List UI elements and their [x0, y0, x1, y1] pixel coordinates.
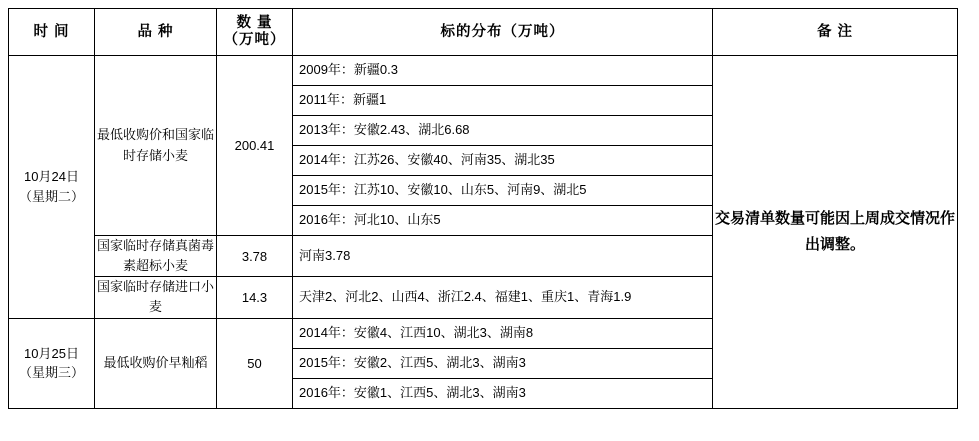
cell-distribution	[293, 348, 713, 378]
cell-distribution	[293, 236, 713, 277]
cell-quantity: 50	[217, 318, 293, 408]
distribution-item: 2014年：安徽4、江西10、湖北3、湖南8	[299, 324, 534, 340]
distribution-item: 2011年：新疆1	[293, 86, 712, 116]
distribution-list	[293, 319, 712, 348]
cell-quantity: 14.3	[217, 277, 293, 318]
header-quantity-line2: （万吨）	[223, 32, 286, 48]
distribution-item: 2015年：安徽2、江西5、湖北3、湖南3	[299, 354, 526, 370]
cell-distribution	[293, 378, 713, 408]
distribution-item: 河南3.78	[299, 248, 351, 264]
cell-date-day2	[9, 318, 95, 408]
cell-quantity: 200.41	[217, 56, 293, 236]
header-quantity-line1: 数 量	[236, 14, 273, 31]
distribution-item: 2015年：江苏10、安徽10、山东5、河南9、湖北5	[293, 176, 712, 206]
cell-distribution	[293, 56, 713, 236]
cell-distribution	[293, 318, 713, 348]
distribution-list	[293, 242, 712, 271]
distribution-item: 2013年：安徽2.43、湖北6.68	[293, 116, 712, 146]
cell-date-day1	[9, 56, 95, 319]
cell-variety: 最低收购价早籼稻	[95, 318, 217, 408]
header-distribution: 标的分布（万吨）	[293, 9, 713, 56]
trading-schedule-table	[8, 8, 958, 409]
cell-variety: 国家临时存储进口小麦	[95, 277, 217, 318]
distribution-list	[293, 379, 712, 408]
date-line1: 10月24日	[24, 169, 79, 185]
distribution-item: 2016年：河北10、山东5	[299, 212, 441, 228]
distribution-list	[293, 283, 712, 312]
table-header-row	[9, 9, 958, 56]
distribution-item: 2014年：江苏26、安徽40、河南35、湖北35	[293, 146, 712, 176]
date-line1: 10月25日	[24, 345, 79, 361]
cell-distribution	[293, 277, 713, 318]
distribution-item: 天津2、河北2、山西4、浙江2.4、福建1、重庆1、青海1.9	[299, 289, 632, 305]
header-note: 备 注	[713, 9, 958, 56]
date-line2: （星期二）	[18, 188, 84, 204]
header-quantity	[217, 9, 293, 56]
header-variety: 品 种	[95, 9, 217, 56]
distribution-item: 2016年：安徽1、江西5、湖北3、湖南3	[299, 384, 526, 400]
cell-note: 交易清单数量可能因上周成交情况作出调整。	[713, 56, 958, 409]
cell-variety: 国家临时存储真菌毒素超标小麦	[95, 236, 217, 277]
header-time: 时 间	[9, 9, 95, 56]
distribution-list	[293, 349, 712, 378]
distribution-list	[293, 56, 712, 235]
distribution-item: 2009年：新疆0.3	[293, 56, 712, 86]
date-line2: （星期三）	[18, 365, 84, 381]
table-row	[9, 56, 958, 236]
cell-variety: 最低收购价和国家临时存储小麦	[95, 56, 217, 236]
cell-quantity: 3.78	[217, 236, 293, 277]
